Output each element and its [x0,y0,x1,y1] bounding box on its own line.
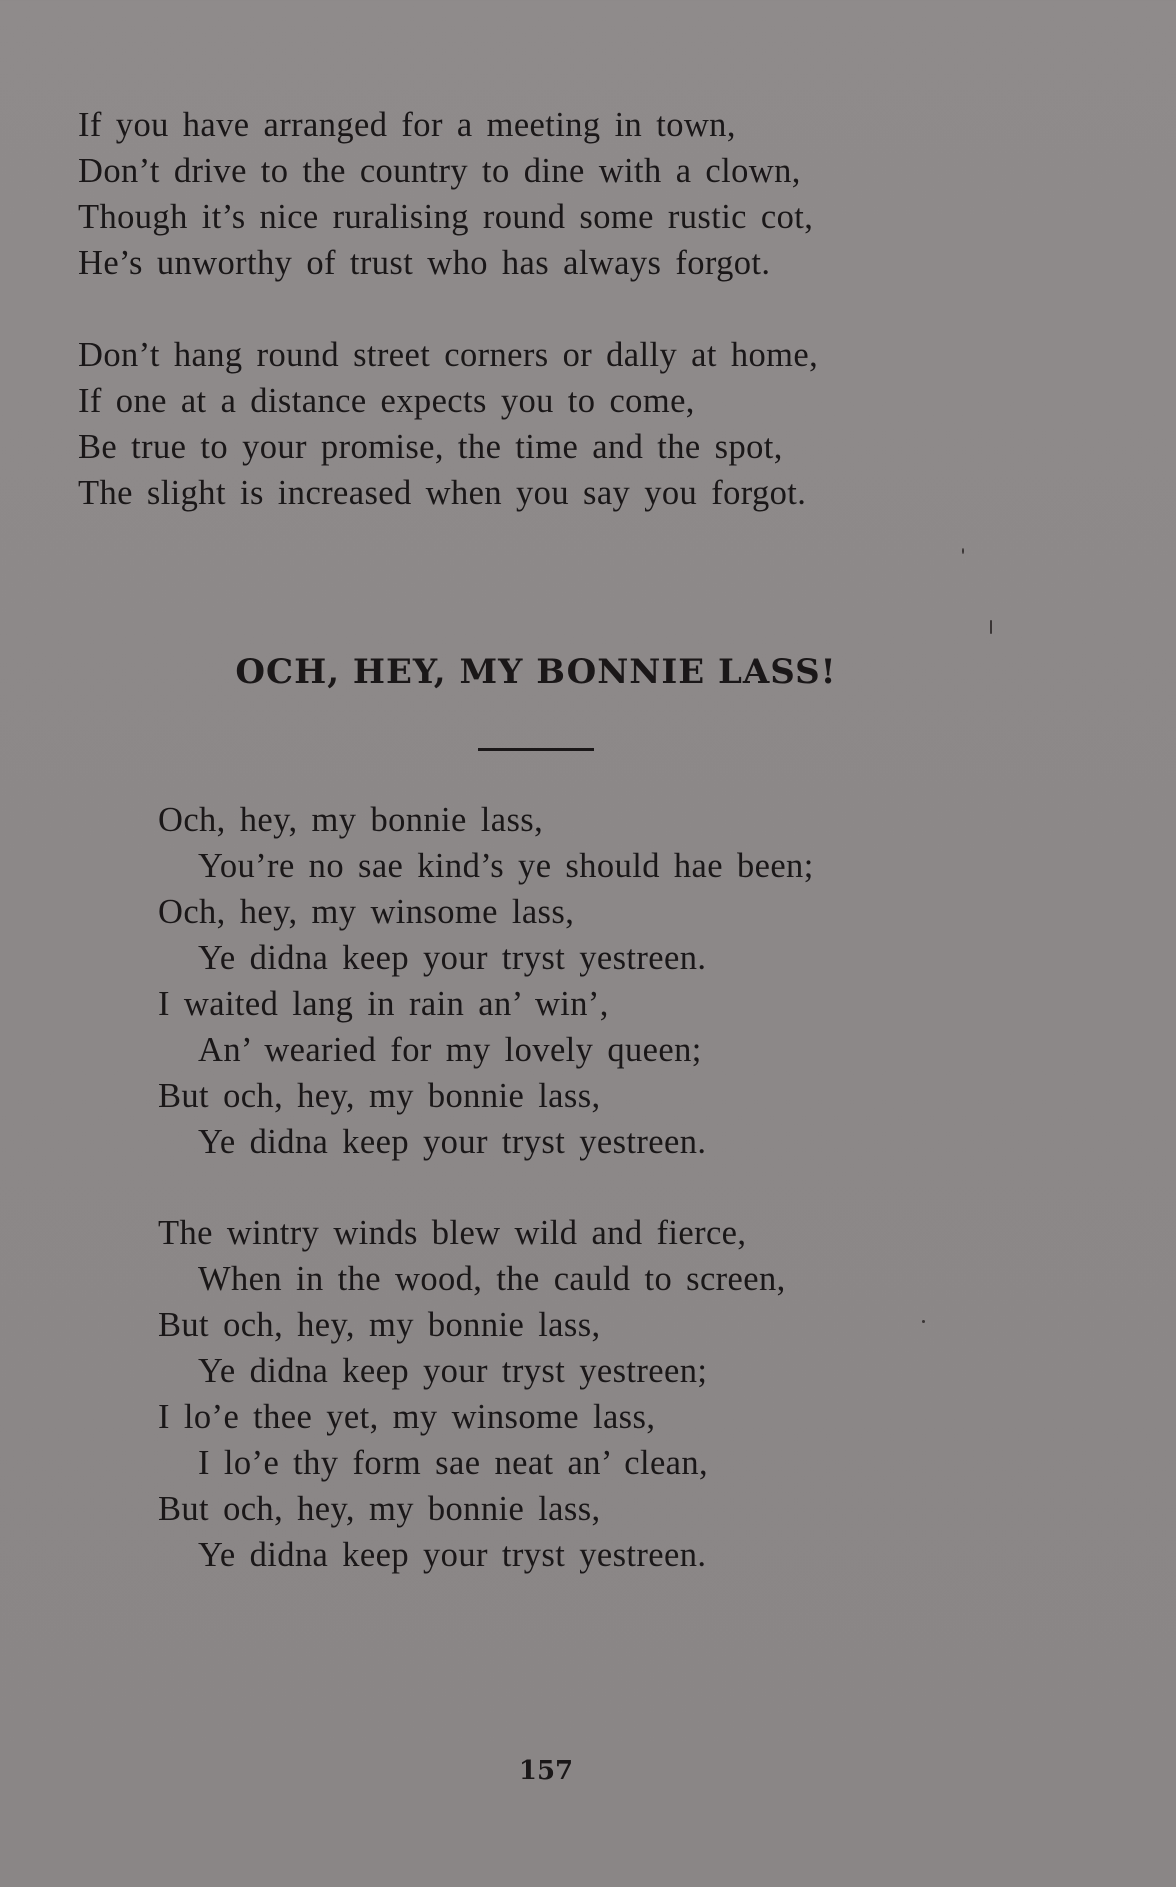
verse-line: The wintry winds blew wild and fierce, [158,1214,747,1252]
verse-line: But och, hey, my bonnie lass, [158,1306,601,1344]
verse-line: The slight is increased when you say you forgot. [78,474,807,512]
verse-line: Don’t drive to the country to dine with a clown, [78,152,801,190]
verse-line-indented: Ye didna keep your tryst yestreen. [198,1536,707,1574]
verse-line-indented: Ye didna keep your tryst yestreen; [198,1352,708,1390]
verse-line: He’s unworthy of trust who has always forgot. [78,244,771,282]
verse-line: Though it’s nice ruralising round some rustic cot, [78,198,814,236]
title-divider [478,748,594,751]
poem-stanza-2 [78,332,1176,516]
song-title: OCH, HEY, MY BONNIE LASS! [235,652,837,692]
verse-line: I waited lang in rain an’ win’, [158,985,609,1023]
page-number: 157 [518,1756,574,1786]
verse-line-indented: When in the wood, the cauld to screen, [198,1260,786,1298]
song-stanza-1 [158,797,1176,1165]
verse-line: Och, hey, my winsome lass, [158,893,575,931]
verse-line: Och, hey, my bonnie lass, [158,801,544,839]
paper-speck [962,548,964,554]
verse-line-indented: An’ wearied for my lovely queen; [198,1031,702,1069]
verse-line: If you have arranged for a meeting in town, [78,106,736,144]
verse-line: Be true to your promise, the time and the spot, [78,428,783,466]
verse-line: Don’t hang round street corners or dally at home, [78,336,819,374]
verse-line: If one at a distance expects you to come, [78,382,695,420]
paper-speck [922,1320,925,1323]
verse-line-indented: You’re no sae kind’s ye should hae been; [198,847,814,885]
verse-line-indented: Ye didna keep your tryst yestreen. [198,939,707,977]
paper-speck [990,620,992,634]
verse-line-indented: I lo’e thy form sae neat an’ clean, [198,1444,709,1482]
verse-line: But och, hey, my bonnie lass, [158,1077,601,1115]
verse-line: But och, hey, my bonnie lass, [158,1490,601,1528]
song-stanza-2 [158,1210,1176,1578]
poem-stanza-1 [78,102,1176,286]
verse-line: I lo’e thee yet, my winsome lass, [158,1398,656,1436]
verse-line-indented: Ye didna keep your tryst yestreen. [198,1123,707,1161]
